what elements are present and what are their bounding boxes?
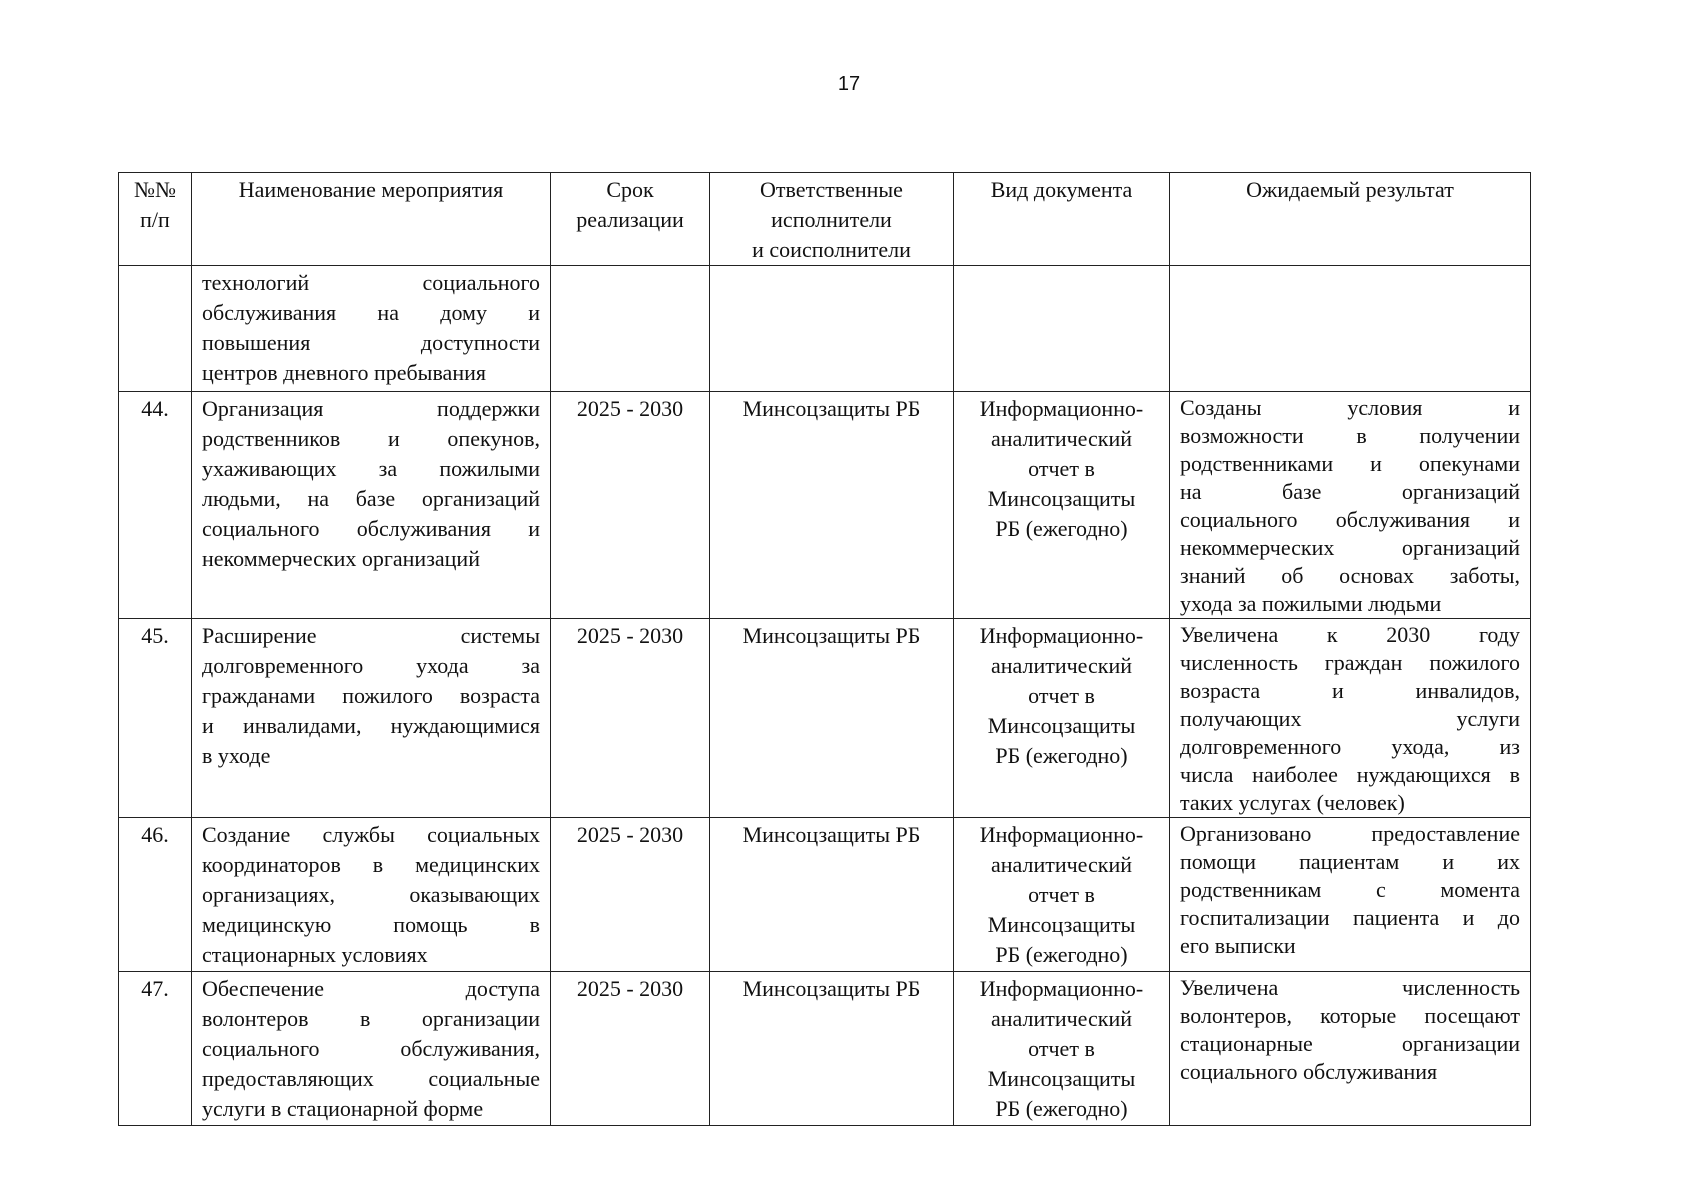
result-line: волонтеров, которые посещают	[1180, 1003, 1520, 1028]
doc-line: Информационно-	[979, 623, 1144, 648]
responsible-executor: Минсоцзащиты РБ	[710, 972, 954, 1126]
result-line: Организовано предоставление	[1180, 821, 1520, 846]
doc-line: РБ (ежегодно)	[995, 942, 1128, 967]
responsible-executor: Минсоцзащиты РБ	[710, 392, 954, 619]
name-line: волонтеров в организации	[202, 1006, 540, 1031]
doc-line: Информационно-	[979, 822, 1144, 847]
header-responsible	[710, 173, 954, 266]
result-line: таких услугах (человек)	[1180, 790, 1405, 815]
page-number: 17	[837, 73, 861, 95]
doc-line: Информационно-	[979, 976, 1144, 1001]
expected-result	[1170, 392, 1531, 619]
name-line: повышения доступности	[202, 330, 540, 355]
name-line: социального обслуживания,	[202, 1036, 540, 1061]
header-num-line: п/п	[140, 207, 170, 232]
name-line: некоммерческих организаций	[202, 546, 480, 571]
doc-line: Информационно-	[979, 396, 1144, 421]
expected-result	[1170, 266, 1531, 392]
name-line: ухаживающих за пожилыми	[202, 456, 540, 481]
measure-name	[192, 392, 551, 619]
doc-line: аналитический	[990, 1006, 1132, 1031]
doc-line: Минсоцзащиты	[987, 1066, 1136, 1091]
result-line: получающих услуги	[1180, 706, 1520, 731]
name-line: технологий социального	[202, 270, 540, 295]
result-line: знаний об основах заботы,	[1180, 563, 1520, 588]
doc-line: отчет в	[1028, 1036, 1095, 1061]
name-line: координаторов в медицинских	[202, 852, 540, 877]
expected-result	[1170, 818, 1531, 972]
name-line: предоставляющих социальные	[202, 1066, 540, 1091]
name-line: долговременного ухода за	[202, 653, 540, 678]
result-line: некоммерческих организаций	[1180, 535, 1520, 560]
name-line: Организация поддержки	[202, 396, 540, 421]
document-type	[954, 619, 1170, 818]
header-term-line: Срок	[606, 177, 654, 202]
row-number: 44.	[119, 392, 192, 619]
document-type	[954, 392, 1170, 619]
measures-table	[118, 172, 1531, 1126]
doc-line: отчет в	[1028, 683, 1095, 708]
header-document: Вид документа	[954, 173, 1170, 266]
name-line: стационарных условиях	[202, 942, 428, 967]
measure-name	[192, 818, 551, 972]
name-line: обслуживания на дому и	[202, 300, 540, 325]
row-number: 46.	[119, 818, 192, 972]
implementation-term: 2025 - 2030	[551, 818, 710, 972]
responsible-executor	[710, 266, 954, 392]
name-line: Обеспечение доступа	[202, 976, 540, 1001]
name-line: организациях, оказывающих	[202, 882, 540, 907]
result-line: возможности в получении	[1180, 423, 1520, 448]
result-line: Увеличена к 2030 году	[1180, 622, 1520, 647]
result-line: социального обслуживания и	[1180, 507, 1520, 532]
result-line: родственниками и опекунами	[1180, 451, 1520, 476]
name-line: услуги в стационарной форме	[202, 1096, 484, 1121]
header-responsible-line: исполнители	[771, 207, 892, 232]
doc-line: РБ (ежегодно)	[995, 743, 1128, 768]
responsible-executor: Минсоцзащиты РБ	[710, 818, 954, 972]
row-number: 47.	[119, 972, 192, 1126]
table-row	[119, 619, 1531, 818]
result-line: численность граждан пожилого	[1180, 650, 1520, 675]
name-line: гражданами пожилого возраста	[202, 683, 540, 708]
name-line: социального обслуживания и	[202, 516, 540, 541]
result-line: долговременного ухода, из	[1180, 734, 1520, 759]
table-row	[119, 818, 1531, 972]
document-type	[954, 972, 1170, 1126]
doc-line: Минсоцзащиты	[987, 912, 1136, 937]
implementation-term: 2025 - 2030	[551, 972, 710, 1126]
expected-result	[1170, 972, 1531, 1126]
result-line: госпитализации пациента и до	[1180, 905, 1520, 930]
result-line: его выписки	[1180, 933, 1296, 958]
header-responsible-line: Ответственные	[760, 177, 903, 202]
name-line: и инвалидами, нуждающимися	[202, 713, 540, 738]
doc-line: РБ (ежегодно)	[995, 1096, 1128, 1121]
result-line: Созданы условия и	[1180, 395, 1520, 420]
doc-line: РБ (ежегодно)	[995, 516, 1128, 541]
doc-line: аналитический	[990, 653, 1132, 678]
header-name: Наименование мероприятия	[192, 173, 551, 266]
header-num-line: №№	[134, 177, 176, 202]
doc-line: отчет в	[1028, 456, 1095, 481]
name-line: родственников и опекунов,	[202, 426, 540, 451]
measure-name	[192, 972, 551, 1126]
table-row	[119, 972, 1531, 1126]
result-line: Увеличена численность	[1180, 975, 1520, 1000]
result-line: на базе организаций	[1180, 479, 1520, 504]
header-term-line: реализации	[576, 207, 684, 232]
doc-line: Минсоцзащиты	[987, 713, 1136, 738]
doc-line: отчет в	[1028, 882, 1095, 907]
row-number	[119, 266, 192, 392]
result-line: числа наиболее нуждающихся в	[1180, 762, 1520, 787]
implementation-term: 2025 - 2030	[551, 619, 710, 818]
name-line: Создание службы социальных	[202, 822, 540, 847]
result-line: родственникам с момента	[1180, 877, 1520, 902]
name-line: людьми, на базе организаций	[202, 486, 540, 511]
document-type	[954, 266, 1170, 392]
result-line: возраста и инвалидов,	[1180, 678, 1520, 703]
table-row	[119, 392, 1531, 619]
expected-result	[1170, 619, 1531, 818]
name-line: в уходе	[202, 743, 271, 768]
implementation-term	[551, 266, 710, 392]
name-line: Расширение системы	[202, 623, 540, 648]
result-line: социального обслуживания	[1180, 1059, 1438, 1084]
header-term	[551, 173, 710, 266]
result-line: стационарные организации	[1180, 1031, 1520, 1056]
name-line: центров дневного пребывания	[202, 360, 486, 385]
doc-line: аналитический	[990, 852, 1132, 877]
row-number: 45.	[119, 619, 192, 818]
name-line: медицинскую помощь в	[202, 912, 540, 937]
doc-line: Минсоцзащиты	[987, 486, 1136, 511]
header-result: Ожидаемый результат	[1170, 173, 1531, 266]
doc-line: аналитический	[990, 426, 1132, 451]
implementation-term: 2025 - 2030	[551, 392, 710, 619]
responsible-executor: Минсоцзащиты РБ	[710, 619, 954, 818]
measure-name	[192, 266, 551, 392]
header-responsible-line: и соисполнители	[752, 237, 911, 262]
document-type	[954, 818, 1170, 972]
result-line: помощи пациентам и их	[1180, 849, 1520, 874]
table-row	[119, 266, 1531, 392]
result-line: ухода за пожилыми людьми	[1180, 591, 1442, 616]
table-header-row	[119, 173, 1531, 266]
measure-name	[192, 619, 551, 818]
header-num	[119, 173, 192, 266]
